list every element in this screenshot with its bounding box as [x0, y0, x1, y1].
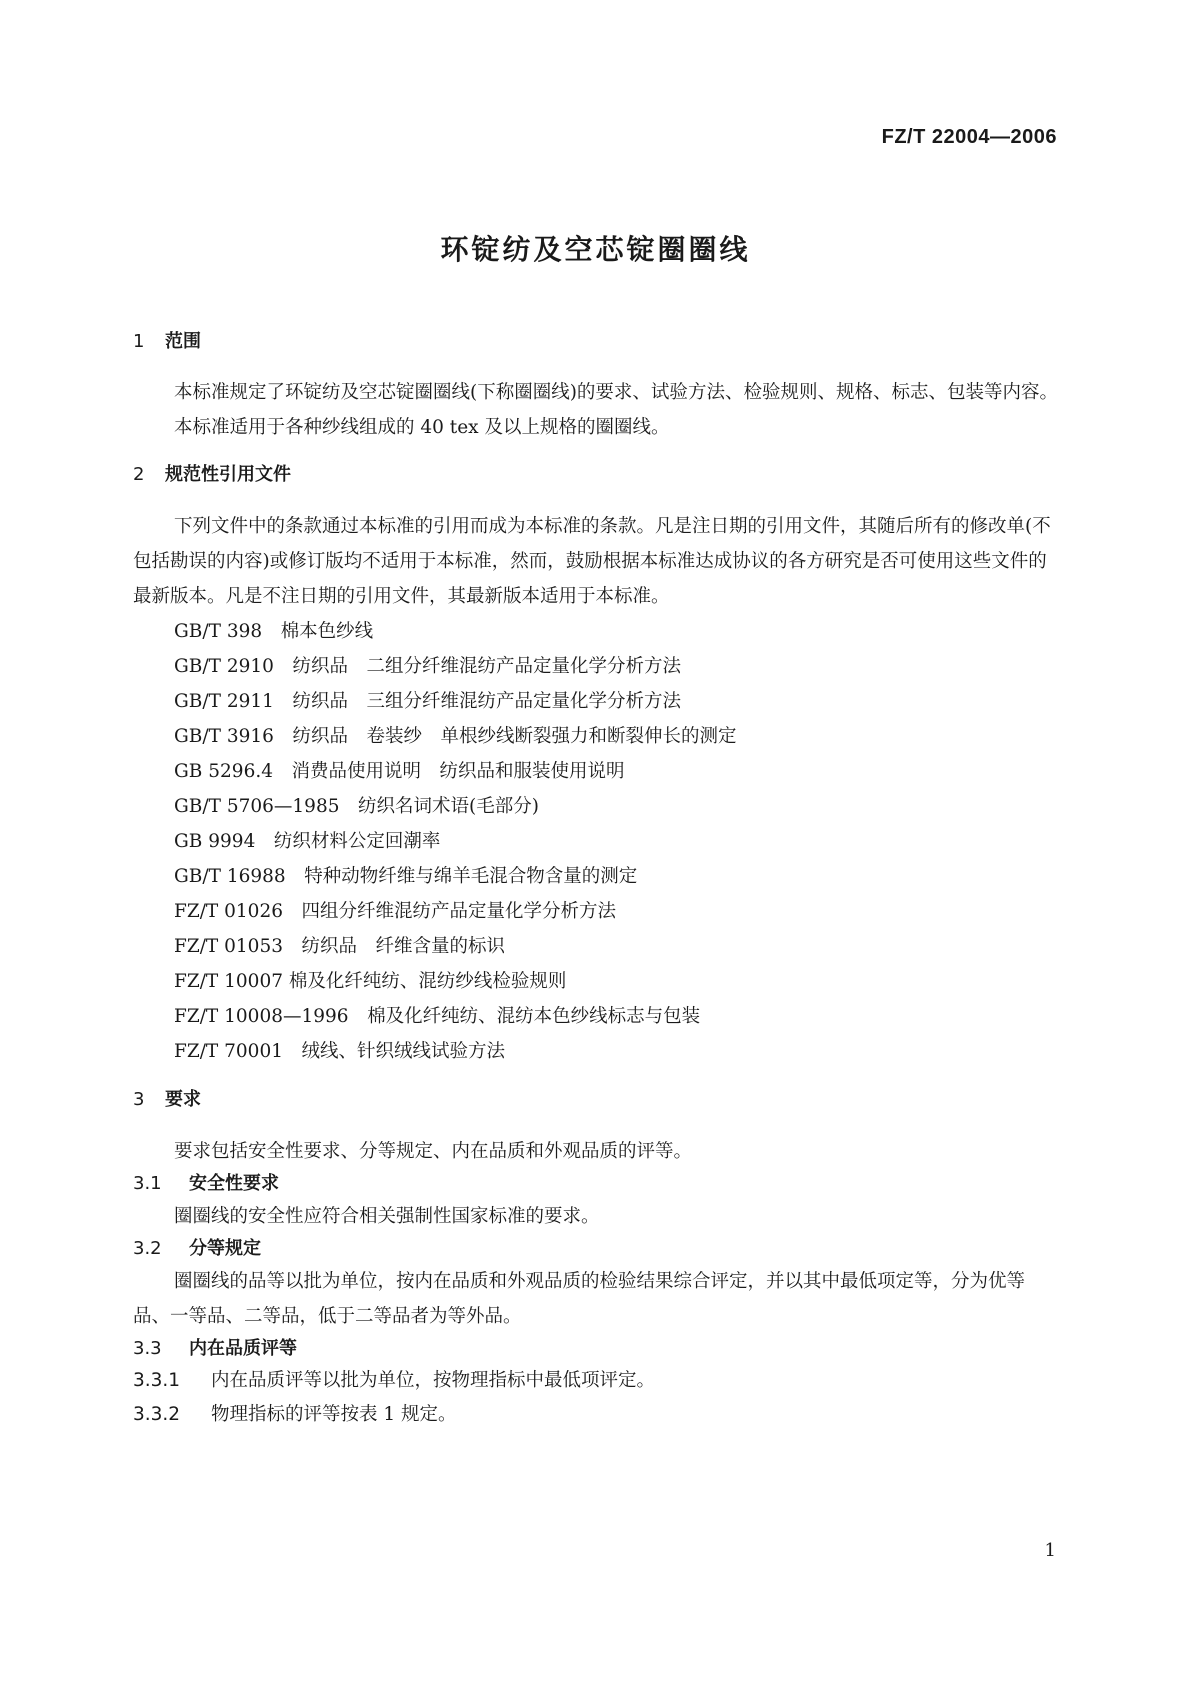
reference-title: 纺织品 纤维含量的标识 — [301, 936, 506, 957]
reference-code: GB 9994 — [174, 831, 256, 852]
reference-code: GB/T 2911 — [174, 691, 274, 712]
subsection-number: 3.3 — [133, 1338, 162, 1359]
reference-code: FZ/T 01026 — [174, 901, 283, 922]
page-number: 1 — [1044, 1540, 1056, 1561]
document-title: 环锭纺及空芯锭圈圈线 — [440, 233, 751, 266]
reference-title: 棉及化纤纯纺、混纺纱线检验规则 — [288, 971, 567, 992]
document-code: FZ/T 22004—2006 — [881, 126, 1057, 148]
subsection-heading-safety — [133, 1169, 1058, 1199]
reference-code: FZ/T 01053 — [174, 936, 283, 957]
reference-code: FZ/T 10007 — [174, 971, 283, 992]
section-title: 规范性引用文件 — [165, 464, 291, 485]
reference-item — [133, 754, 1058, 789]
reference-item — [133, 929, 1058, 964]
subsection-title: 分等规定 — [189, 1238, 261, 1259]
reference-title: 棉及化纤纯纺、混纺本色纱线标志与包装 — [367, 1006, 701, 1027]
reference-code: FZ/T 70001 — [174, 1041, 283, 1062]
reference-code: FZ/T 10008—1996 — [174, 1006, 349, 1027]
reference-code: GB/T 2910 — [174, 656, 274, 677]
reference-code: GB/T 5706—1985 — [174, 796, 340, 817]
reference-item — [133, 859, 1058, 894]
reference-code: GB/T 398 — [174, 621, 263, 642]
reference-item — [133, 999, 1058, 1034]
section-title: 范围 — [165, 331, 201, 352]
reference-item — [133, 964, 1058, 999]
subsection-number: 3.2 — [133, 1238, 162, 1259]
subsection-number: 3.1 — [133, 1173, 162, 1194]
reference-item — [133, 649, 1058, 684]
reference-item — [133, 894, 1058, 929]
reference-item — [133, 1034, 1058, 1069]
paragraph: 要求包括安全性要求、分等规定、内在品质和外观品质的评等。 — [174, 1141, 693, 1162]
reference-title: 棉本色纱线 — [280, 621, 374, 642]
section-number: 2 — [133, 464, 145, 485]
reference-title: 消费品使用说明 纺织品和服装使用说明 — [291, 761, 625, 782]
section-heading-normative-references — [133, 463, 1058, 487]
paragraph: 本标准适用于各种纱线组成的 40 tex 及以上规格的圈圈线。 — [174, 417, 670, 438]
section-title: 要求 — [165, 1089, 201, 1110]
subsection-title: 安全性要求 — [189, 1173, 279, 1194]
subsection-heading-grading — [133, 1234, 1058, 1264]
reference-title: 四组分纤维混纺产品定量化学分析方法 — [301, 901, 617, 922]
reference-code: GB/T 3916 — [174, 726, 274, 747]
clause-text: 内在品质评等以批为单位，按物理指标中最低项评定。 — [211, 1370, 656, 1391]
subsection-title: 内在品质评等 — [189, 1338, 297, 1359]
paragraph: 本标准规定了环锭纺及空芯锭圈圈线(下称圈圈线)的要求、试验方法、检验规则、规格、标志、包装等内容。 — [174, 382, 1058, 403]
section-number: 1 — [133, 331, 145, 352]
section-heading-requirements — [133, 1088, 1058, 1112]
clause-item — [133, 1364, 1058, 1398]
reference-title: 纺织材料公定回潮率 — [273, 831, 441, 852]
reference-title: 纺织品 三组分纤维混纺产品定量化学分析方法 — [292, 691, 681, 712]
clause-number: 3.3.1 — [133, 1370, 181, 1391]
reference-code: GB 5296.4 — [174, 761, 273, 782]
section-number: 3 — [133, 1089, 145, 1110]
clause-number: 3.3.2 — [133, 1404, 181, 1425]
reference-title: 纺织品 卷装纱 单根纱线断裂强力和断裂伸长的测定 — [292, 726, 737, 747]
clause-text: 物理指标的评等按表 1 规定。 — [211, 1404, 457, 1425]
reference-item — [133, 719, 1058, 754]
reference-item — [133, 789, 1058, 824]
reference-title: 特种动物纤维与绵羊毛混合物含量的测定 — [304, 866, 638, 887]
paragraph: 圈圈线的安全性应符合相关强制性国家标准的要求。 — [174, 1206, 600, 1227]
paragraph: 圈圈线的品等以批为单位，按内在品质和外观品质的检验结果综合评定，并以其中最低项定等，分为优等品、一等品、二等品，低于二等品者为等外品。 — [133, 1271, 1026, 1327]
paragraph: 下列文件中的条款通过本标准的引用而成为本标准的条款。凡是注日期的引用文件，其随后所有的修改单(不包括勘误的内容)或修订版均不适用于本标准，然而，鼓励根据本标准达成协议的各方研究是否可使用这些文件的最新版本。凡是不注日期的引用文件，其最新版本适用于本标准。 — [133, 516, 1051, 607]
reference-title: 纺织名词术语(毛部分) — [358, 796, 539, 817]
reference-item — [133, 684, 1058, 719]
reference-list — [133, 614, 1058, 1069]
document-body — [133, 330, 1058, 1432]
reference-title: 纺织品 二组分纤维混纺产品定量化学分析方法 — [292, 656, 681, 677]
reference-code: GB/T 16988 — [174, 866, 286, 887]
reference-title: 绒线、针织绒线试验方法 — [301, 1041, 506, 1062]
reference-item — [133, 824, 1058, 859]
section-heading-scope — [133, 330, 1058, 354]
reference-item — [133, 614, 1058, 649]
clause-item — [133, 1398, 1058, 1432]
subsection-heading-intrinsic-quality — [133, 1334, 1058, 1364]
